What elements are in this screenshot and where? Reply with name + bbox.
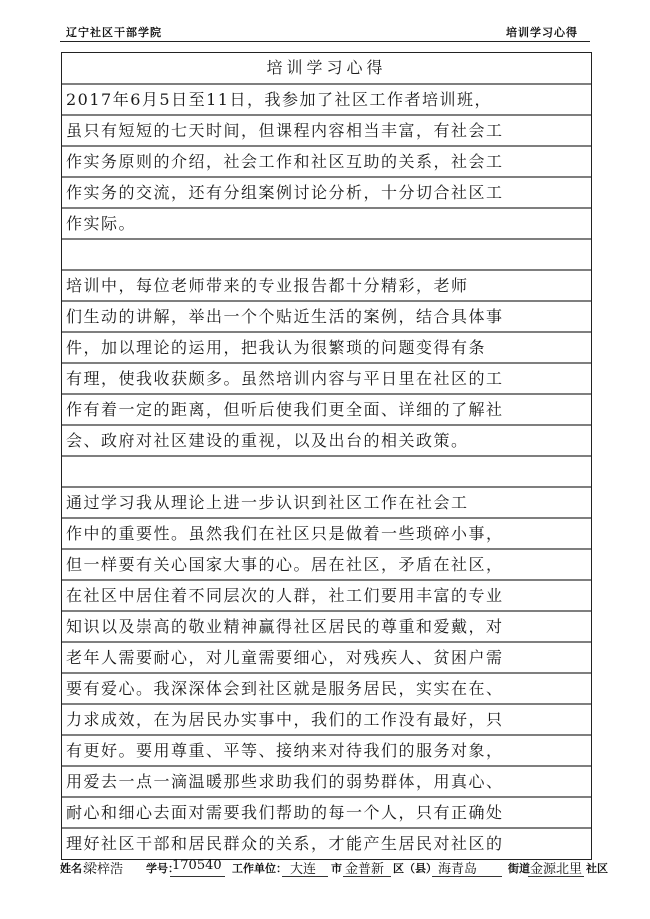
essay-line: 们生动的讲解，举出一个个贴近生活的案例，结合具体事: [66, 307, 504, 326]
essay-line: 要有爱心。我深深体会到社区就是服务居民，实实在在、: [66, 679, 504, 698]
essay-line: 会、政府对社区建设的重视，以及出台的相关政策。: [66, 431, 469, 450]
name-value: 梁梓浩: [84, 862, 124, 877]
city-underline: [282, 876, 328, 877]
essay-line: 作实际。: [66, 214, 137, 233]
essay-title: 培训学习心得: [266, 58, 387, 77]
essay-line: 老年人需要耐心，对儿童需要细心，对残疾人、贫困户需: [66, 648, 504, 667]
essay-line: 理好社区干部和居民群众的关系，才能产生居民对社区的: [66, 834, 504, 853]
name-label: 姓名：: [60, 862, 93, 875]
essay-line: 作有着一定的距离，但听后使我们更全面、详细的了解社: [66, 400, 504, 419]
institution-name: 辽宁社区干部学院: [66, 26, 162, 39]
community-value: 金源北里: [530, 862, 583, 877]
ruled-paper: [61, 52, 592, 860]
student-id-label: 学号：: [146, 862, 179, 875]
essay-line: 有理，使我收获颇多。虽然培训内容与平日里在社区的工: [66, 369, 504, 388]
street-underline: [432, 876, 502, 877]
essay-line: 作实务原则的介绍，社会工作和社区互助的关系，社会工: [66, 152, 504, 171]
essay-line: 作中的重要性。虽然我们在社区只是做着一些琐碎小事，: [66, 524, 504, 543]
city-label: 市: [331, 862, 342, 875]
essay-line: 培训中，每位老师带来的专业报告都十分精彩，老师: [66, 276, 469, 295]
community-label: 社区: [586, 862, 608, 875]
footer-info: [60, 858, 608, 882]
street-label: 街道: [508, 862, 530, 875]
document-type: 培训学习心得: [506, 26, 578, 39]
essay-line: 知识以及崇高的敬业精神赢得社区居民的尊重和爱戴，对: [66, 617, 504, 636]
district-underline: [343, 876, 391, 877]
student-id-underline: [170, 876, 225, 877]
student-id-value: 170540: [172, 858, 222, 873]
community-underline: [528, 876, 584, 877]
essay-line: 虽只有短短的七天时间，但课程内容相当丰富，有社会工: [66, 121, 504, 140]
street-value: 海青岛: [438, 862, 478, 877]
essay-line: 在社区中居住着不同层次的人群，社工们要用丰富的专业: [66, 586, 504, 605]
district-label: 区（县）: [393, 862, 437, 875]
essay-line: 用爱去一点一滴温暖那些求助我们的弱势群体，用真心、: [66, 772, 504, 791]
essay-line: 但一样要有关心国家大事的心。居在社区，矛盾在社区，: [66, 555, 504, 574]
work-unit-label: 工作单位：: [232, 862, 287, 875]
essay-line: 耐心和细心去面对需要我们帮助的每一个人，只有正确处: [66, 803, 504, 822]
essay-line: 通过学习我从理论上进一步认识到社区工作在社会工: [66, 493, 469, 512]
district-value: 金普新: [345, 862, 385, 877]
essay-line: 件，加以理论的运用，把我认为很繁琐的问题变得有条: [66, 338, 487, 357]
header-divider: [60, 41, 590, 42]
essay-line: 2017年6月5日至11日，我参加了社区工作者培训班，: [66, 90, 492, 109]
essay-line: 力求成效，在为居民办实事中，我们的工作没有最好，只: [66, 710, 504, 729]
city-value: 大连: [290, 862, 317, 877]
essay-line: 作实务的交流，还有分组案例讨论分析，十分切合社区工: [66, 183, 504, 202]
essay-line: 有更好。要用尊重、平等、接纳来对待我们的服务对象，: [66, 741, 504, 760]
